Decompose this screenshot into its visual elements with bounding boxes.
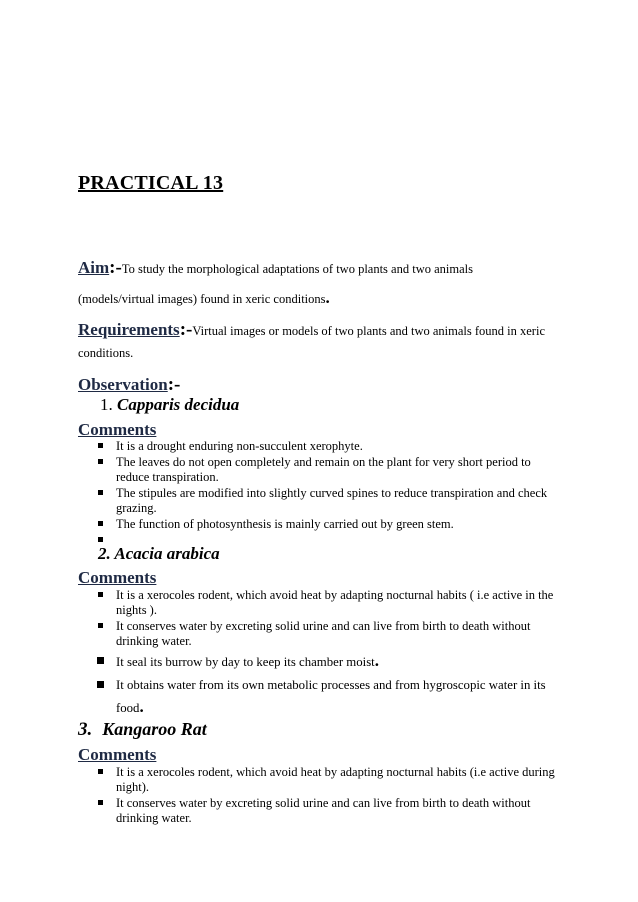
page-title: PRACTICAL 13	[78, 172, 224, 194]
square-bullet-icon	[97, 657, 104, 664]
specimen-3-comments-label: Comments	[78, 745, 157, 764]
list-item: It seal its burrow by day to keep its chamber moist.	[96, 650, 562, 673]
aim-separator: :-	[109, 257, 122, 278]
aim-text-line2: (models/virtual images) found in xeric conditions	[78, 291, 326, 306]
square-bullet-icon	[98, 459, 103, 464]
specimen-2-number: 2.	[98, 544, 111, 563]
specimen-3-name: Kangaroo Rat	[102, 719, 207, 739]
aim-text-line1: To study the morphological adaptations of two plants and two animals	[121, 262, 473, 276]
list-item: It conserves water by excreting solid urine and can live from birth to death without drinking water.	[96, 796, 562, 826]
specimen-2-comments-list	[96, 588, 562, 720]
list-item: The stipules are modified into slightly curved spines to reduce transpiration and check grazing.	[96, 486, 562, 516]
specimen-1-name: Capparis decidua	[117, 395, 240, 414]
square-bullet-icon	[98, 623, 103, 628]
specimen-1-comments-list	[96, 439, 562, 549]
observation-separator: :-	[167, 374, 181, 395]
list-item: The function of photosynthesis is mainly carried out by green stem.	[96, 517, 562, 532]
specimen-1-title	[100, 395, 239, 415]
square-bullet-icon	[98, 592, 103, 597]
specimen-3-number: 3.	[78, 719, 93, 740]
list-item: It is a xerocoles rodent, which avoid heat by adapting nocturnal habits (i.e active during night).	[96, 765, 562, 795]
specimen-2-name: Acacia arabica	[114, 544, 220, 563]
requirements-separator: :-	[179, 319, 193, 340]
list-item: It is a xerocoles rodent, which avoid heat by adapting nocturnal habits ( i.e active in the nights ).	[96, 588, 562, 618]
square-bullet-icon	[98, 769, 103, 774]
list-item: It conserves water by excreting solid urine and can live from birth to death without drinking water.	[96, 619, 562, 649]
observation-heading	[78, 374, 180, 396]
square-bullet-icon	[98, 537, 103, 542]
specimen-1-comments-label: Comments	[78, 420, 157, 439]
requirements-section	[78, 318, 578, 363]
square-bullet-icon	[98, 521, 103, 526]
list-item: It is a drought enduring non-succulent xerophyte.	[96, 439, 562, 454]
specimen-2-title	[98, 544, 220, 564]
list-item: It obtains water from its own metabolic processes and from hygroscopic water in its food.	[96, 674, 562, 719]
specimen-3-title	[78, 719, 207, 741]
specimen-2-comments-label: Comments	[78, 568, 157, 587]
specimen-1-number: 1.	[100, 395, 113, 414]
requirements-label: Requirements	[78, 320, 180, 339]
aim-label: Aim	[78, 258, 110, 277]
square-bullet-icon	[98, 490, 103, 495]
aim-section	[78, 254, 578, 310]
requirements-text: Virtual images or models of two plants and two animals found in xeric conditions.	[78, 324, 545, 360]
observation-label: Observation	[78, 375, 168, 394]
aim-period: .	[325, 287, 330, 307]
square-bullet-icon	[98, 443, 103, 448]
list-item: The leaves do not open completely and remain on the plant for very short period to reduce transpiration.	[96, 455, 562, 485]
specimen-3-comments-list	[96, 765, 562, 827]
square-bullet-icon	[98, 800, 103, 805]
square-bullet-icon	[97, 681, 104, 688]
